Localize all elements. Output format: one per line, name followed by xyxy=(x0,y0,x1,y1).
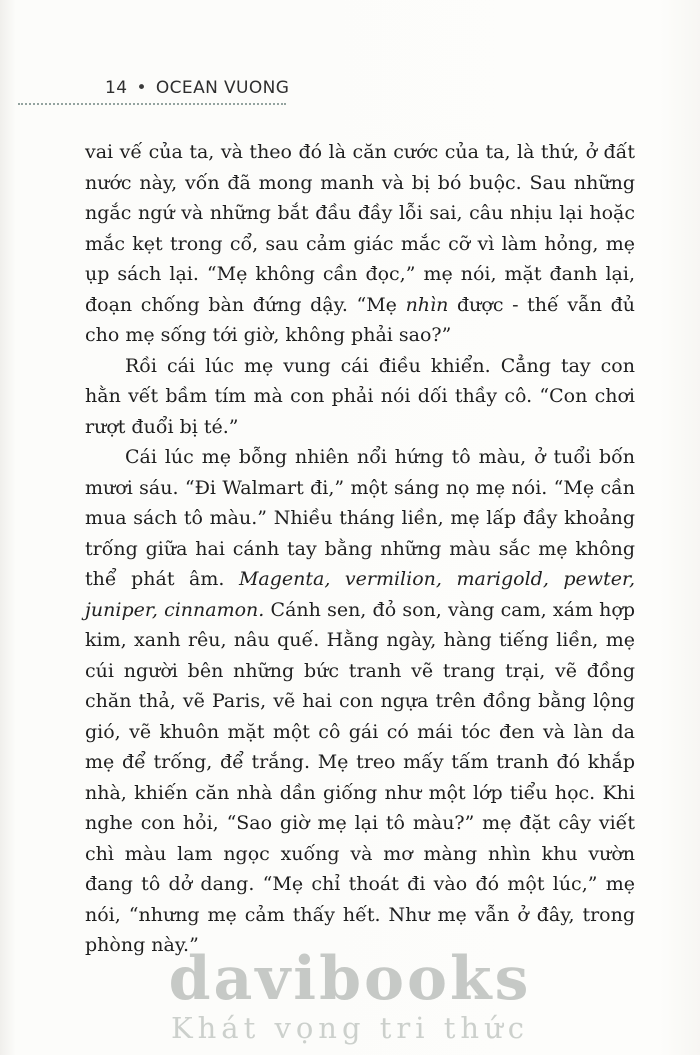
watermark-logo: davibooks xyxy=(168,944,532,1014)
body-text xyxy=(85,137,635,961)
paragraph xyxy=(85,351,635,443)
watermark xyxy=(0,944,700,1045)
text-run: vai vế của ta, và theo đó là căn cước của ta, là thứ, ở đất nước này, vốn đã mong manh và bị bó buộc. Sau những ngắc ngứ và những bắt đầu đầy lỗi sai, câu nhịu lại hoặc mắc kẹt trong cổ, sau cảm giác mắc cỡ vì làm hỏng, mẹ ụp sách lại. “Mẹ không cần đọc,” mẹ nói, mặt đanh lại, đoạn chống bàn đứng dậy. “Mẹ xyxy=(85,141,635,316)
paragraph xyxy=(85,442,635,961)
italic-text-run: nhìn xyxy=(405,293,449,316)
text-run: được - thế vẫn đủ cho mẹ sống tới giờ, không phải sao?” xyxy=(85,293,636,346)
text-run: Cánh sen, đỏ son, vàng cam, xám hợp kim, xanh rêu, nâu quế. Hằng ngày, hàng tiếng liền, mẹ cúi người bên những bức tranh vẽ trang trại, vẽ đồng chăn thả, vẽ Paris, vẽ hai con ngựa trên đồng bằng lộng gió, vẽ khuôn mặt một cô gái có mái tóc đen và làn da mẹ để trống, để trắng. Mẹ treo mấy tấm tranh đó khắp nhà, khiến căn nhà dần giống như một lớp tiểu học. Khi nghe con hỏi, “Sao giờ mẹ lại tô màu?” mẹ đặt cây viết chì màu lam ngọc xuống và mơ màng nhìn khu vườn đang tô dở dang. “Mẹ chỉ thoát đi vào đó một lúc,” mẹ nói, “nhưng mẹ cảm thấy hết. Như mẹ vẫn ở đây, trong phòng này.” xyxy=(85,598,635,956)
author-name: OCEAN VUONG xyxy=(155,78,290,98)
page-number: 14 xyxy=(105,78,128,98)
running-header xyxy=(105,78,289,98)
dotted-divider xyxy=(18,103,286,105)
text-run: Rồi cái lúc mẹ vung cái điều khiển. Cẳng tay con hằn vết bầm tím mà con phải nói dối thầy cô. “Con chơi rượt đuổi bị té.” xyxy=(85,354,635,438)
paragraph xyxy=(85,137,635,351)
watermark-slogan: Khát vọng tri thức xyxy=(170,1011,530,1045)
text-run: Cái lúc mẹ bỗng nhiên nổi hứng tô màu, ở tuổi bốn mươi sáu. “Đi Walmart đi,” một sáng nọ mẹ nói. “Mẹ cần mua sách tô màu.” Nhiều tháng liền, mẹ lấp đầy khoảng trống giữa hai cánh tay bằng những màu sắc mẹ không thể phát âm. xyxy=(85,446,635,590)
bullet-separator: • xyxy=(136,78,147,98)
italic-text-run: Magenta, vermilion, marigold, pewter, juniper, cinnamon. xyxy=(85,568,635,621)
